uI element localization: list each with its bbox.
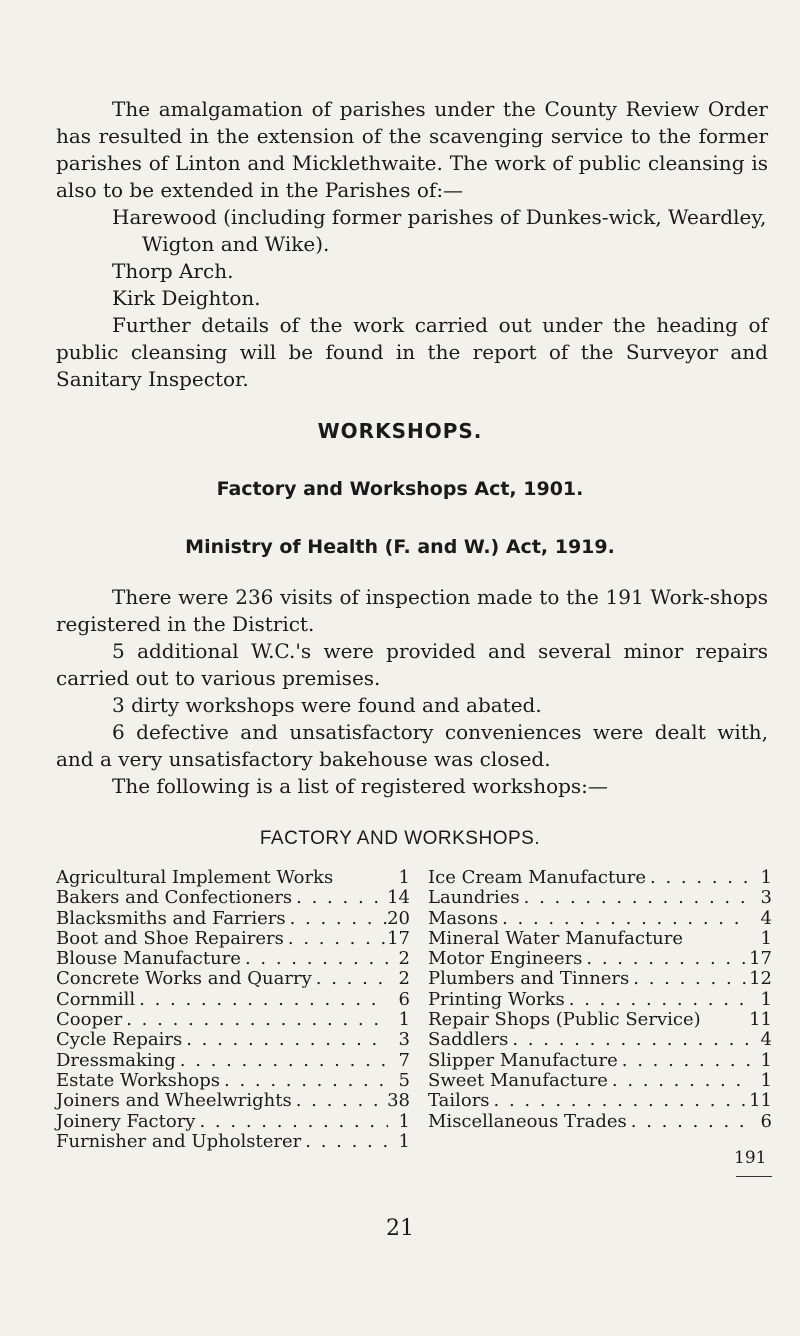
leader-dots [582,949,749,969]
total-count: 191 [734,1148,767,1168]
workshop-row [428,990,772,1010]
leader-dots [135,990,388,1010]
workshop-row [56,969,410,989]
workshop-row [56,868,410,888]
workshop-row [428,1010,772,1030]
page-number: 21 [386,1216,414,1241]
workshop-count: 1 [398,867,410,888]
leader-dots [292,888,387,908]
left-workshop-column [56,868,410,1152]
leader-dots [220,1071,388,1091]
workshop-count: 1 [760,927,772,949]
workshop-count: 7 [398,1049,410,1071]
workshop-row [428,1091,772,1111]
workshop-name: Joinery Factory [56,1110,196,1132]
workshop-row [56,929,410,949]
leader-dots [284,929,387,949]
workshop-count: 17 [749,948,772,970]
leader-dots [182,1030,388,1050]
leader-dots [608,1071,750,1091]
workshop-count: 5 [398,1069,410,1091]
workshop-name: Blacksmiths and Farriers [56,907,286,929]
table-title: FACTORY AND WORKSHOPS. [259,828,541,849]
workshop-name: Masons [428,907,499,929]
workshop-count: 1 [760,1049,772,1071]
workshop-row [428,1051,772,1071]
workshop-count: 4 [760,1029,772,1051]
right-workshop-column [428,868,772,1132]
list-intro-paragraph: The following is a list of registered workshops:— [112,774,608,798]
workshop-name: Printing Works [428,988,565,1010]
leader-dots [301,1132,388,1152]
workshop-name: Furnisher and Upholsterer [56,1130,302,1152]
leader-dots [312,969,388,989]
workshop-row [56,1091,410,1111]
leader-dots [629,969,749,989]
workshop-row [428,969,772,989]
act-1901-heading: Factory and Workshops Act, 1901. [216,478,584,500]
workshop-name: Estate Workshops [56,1069,221,1091]
workshop-count: 6 [760,1110,772,1132]
workshop-name: Boot and Shoe Repairers [56,927,284,949]
workshop-name: Concrete Works and Quarry [56,968,312,990]
workshop-name: Ice Cream Manufacture [428,867,647,888]
leader-dots [498,909,750,929]
workshop-name: Agricultural Implement Works [56,867,334,888]
workshop-count: 20 [387,907,410,929]
workshop-row [56,1112,410,1132]
workshop-row [428,888,772,908]
leader-dots [565,990,750,1010]
workshop-name: Blouse Manufacture [56,948,241,970]
workshop-name: Slipper Manufacture [428,1049,618,1071]
act-1919-heading: Ministry of Health (F. and W.) Act, 1919. [185,536,615,558]
workshop-row [56,990,410,1010]
workshop-count: 2 [398,968,410,990]
workshop-count: 1 [760,867,772,888]
parish-item: Kirk Deighton. [112,286,261,310]
leader-dots [292,1091,387,1111]
leader-dots [627,1112,750,1132]
workshop-count: 1 [760,988,772,1010]
visits-paragraph: There were 236 visits of inspection made to the 191 Work-shops registered in the District. [56,585,768,636]
workshop-name: Repair Shops (Public Service) [428,1009,701,1031]
leader-dots [683,929,750,949]
dirty-workshops-paragraph: 3 dirty workshops were found and abated. [112,693,542,717]
leader-dots [333,868,388,888]
workshop-name: Tailors [428,1090,490,1112]
leader-dots [520,888,750,908]
workshop-row [428,1071,772,1091]
workshop-name: Mineral Water Manufacture [428,927,684,949]
workshop-row [428,1030,772,1050]
workshop-count: 38 [387,1090,410,1112]
workshop-row [56,1051,410,1071]
workshop-row [56,1071,410,1091]
parish-item: Thorp Arch. [112,259,234,283]
workshop-count: 1 [398,1110,410,1132]
workshop-name: Laundries [428,887,520,909]
workshop-row [428,909,772,929]
leader-dots [490,1091,750,1111]
leader-dots [618,1051,750,1071]
workshop-count: 14 [387,887,410,909]
workshop-row [428,1112,772,1132]
workshop-count: 1 [398,1009,410,1031]
workshop-count: 11 [749,1090,772,1112]
workshop-row [56,909,410,929]
details-paragraph: Further details of the work carried out under the heading of public cleansing will be found in the report of the Surveyor and Sanitary Inspector. [56,313,768,391]
workshop-row [56,888,410,908]
workshop-count: 3 [398,1029,410,1051]
leader-dots [701,1010,749,1030]
leader-dots [241,949,388,969]
workshop-name: Cycle Repairs [56,1029,183,1051]
workshop-row [428,949,772,969]
workshop-name: Motor Engineers [428,948,583,970]
workshop-row [56,1010,410,1030]
workshop-count: 4 [760,907,772,929]
intro-paragraph: The amalgamation of parishes under the County Review Order has resulted in the extension of the scavenging service to the former parishes of Linton and Micklethwaite. The work of public cleansing is also to be extended in the Parishes of:— [56,97,768,202]
workshop-name: Miscellaneous Trades [428,1110,627,1132]
workshop-name: Cooper [56,1009,123,1031]
workshops-heading: WORKSHOPS. [317,419,483,443]
workshop-count: 17 [387,927,410,949]
leader-dots [195,1112,388,1132]
wc-paragraph: 5 additional W.C.'s were provided and several minor repairs carried out to various premises. [56,639,768,690]
workshop-name: Dressmaking [56,1049,176,1071]
leader-dots [508,1030,750,1050]
workshop-row [428,929,772,949]
workshop-row [56,1132,410,1152]
workshop-count: 6 [398,988,410,1010]
parish-list [112,204,772,312]
workshop-row [428,868,772,888]
total-rule [736,1176,772,1177]
workshop-name: Plumbers and Tinners [428,968,630,990]
workshop-name: Cornmill [56,988,136,1010]
workshop-name: Saddlers [428,1029,509,1051]
leader-dots [646,868,750,888]
leader-dots [176,1051,388,1071]
workshop-count: 3 [760,887,772,909]
workshop-count: 12 [749,968,772,990]
workshop-row [56,949,410,969]
workshop-name: Bakers and Confectioners [56,887,293,909]
workshop-name: Sweet Manufacture [428,1069,608,1091]
leader-dots [286,909,388,929]
conveniences-paragraph: 6 defective and unsatisfactory conveniences were dealt with, and a very unsatisfactory bakehouse was closed. [56,720,768,771]
workshop-name: Joiners and Wheelwrights [56,1090,292,1112]
leader-dots [122,1010,388,1030]
workshop-count: 11 [749,1009,772,1031]
workshop-count: 1 [398,1130,410,1152]
workshop-row [56,1030,410,1050]
parish-item: Harewood (including former parishes of Dunkes-wick, Weardley, Wigton and Wike). [112,205,767,256]
workshop-count: 1 [760,1069,772,1091]
workshop-count: 2 [398,948,410,970]
